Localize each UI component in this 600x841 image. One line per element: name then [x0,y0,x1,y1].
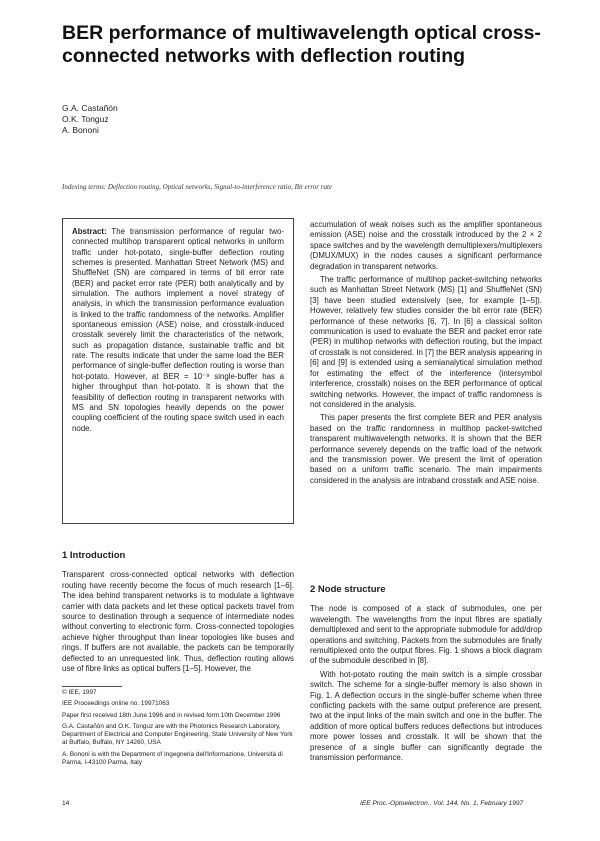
body-paragraph: With hot-potato routing the main switch is a simple crossbar switch. The scheme for a single-buffer memory is also shown in Fig. 1. A deflection occurs in the single-buffer scheme when three conflicting packets with the same output preference are present, two at the input links of the main switch and one in the buffer. The addition of more optical buffers reduces deflections but introduces more power losses and crosstalk. It will be shown that the presence of a single buffer can significantly degrade the transmission performance. [310,669,542,763]
abstract-label: Abstract: [72,227,107,236]
intro-paragraph: Transparent cross-connected optical networks with deflection routing have recently become the focus of much research [1–6]. The idea behind transparent networks is to modulate a lightwave carrier with data packets and let these optical packets travel from source to destination through a sequence of intermediate nodes without converting to electronic form. Cross-connected topologies achieve higher throughput than linear topologies like buses and rings. If buffers are not available, the packets can be temporarily deflected to an unrequested link. Thus, deflection routing allows use of fibre links as optical buffers [1–5]. However, the [62,570,294,674]
section-heading-introduction: 1 Introduction [62,551,126,561]
author-list [62,103,118,136]
paper-title: BER performance of multiwavelength optical cross-connected networks with deflection routing [62,22,541,67]
received-note: Paper first received 18th June 1996 and in revised form 10th December 1996 [62,711,281,719]
proceedings-note: IEE Proceedings online no. 19971063 [62,700,170,708]
section-heading-node-structure: 2 Node structure [310,585,386,595]
abstract-box [62,218,294,524]
footnotes [62,686,294,767]
copyright-note: © IEE, 1997 [62,689,97,696]
right-column-node-structure [310,585,542,790]
abstract-text: The transmission performance of regular two-connected multihop transparent optical networks in uniform traffic under hot-potato, single-buffer deflection routing schemes is presented. Manhattan Street Network (MS) and ShuffleNet (SN) are compared in terms of bit error rate (BER) and packet error rate (PER) both analytically and by simulation. The authors implement a novel strategy of analysis, in which the transmission performance evaluation is linked to the traffic randomness of the networks. Amplifier spontaneous emission (ASE) noise, and crosstalk-induced crosstalk severely limit the characteristics of the network, such as propagation distance, sustainable traffic and bit rate. The results indicate that under the same load the BER performance of single-buffer deflection routing is worse than hot-potato. However, at BER = 10⁻⁹ single-buffer has a higher throughput than hot-potato. It is shown that the feasibility of deflection routing in transparent networks with MS and SN topologies heavily depends on the power coupling coefficient of the routing space switch used in each node. [72,227,284,433]
author: A. Bononi [62,125,99,135]
body-paragraph: The node is composed of a stack of submodules, one per wavelength. The wavelengths from the input fibres are spatially demultiplexed and sent to the appropriate submodule for add/drop operations and switching. Packets from the submodules are finally remultiplexed onto the output fibres. Fig. 1 shows a block diagram of the submodule described in [8]. [310,604,542,666]
body-paragraph: The traffic performance of multihop packet-switching networks such as Manhattan Street Network (MS) [1] and ShuffleNet (SN) [3] have been studied extensively (see, for example [1–5]). However, relatively few studies consider the bit error rate (BER) performance of these networks [6, 7]. In [6] a classical soliton communication is used to evaluate the BER and packet error rate (PER) in multihop networks with deflection routing, but the impact of crosstalk is not considered. In [7] the BER analysis appearing in [6] and [9] is extended using a semianalytical simulation method for estimating the effect of the interference (intersymbol interference, crosstalk) noises on the BER performance of optical switching networks. However, the impact of traffic randomness is not considered in the analysis. [310,275,542,409]
affiliation-note: G.A. Castañón and O.K. Tonguz are with the Photonics Research Laboratory, Department of Electrical and Computer Engineering, State University of New York at Buffalo, Buffalo, NY 14260, USA [62,722,293,747]
journal-footer: IEE Proc.-Optoelectron., Vol. 144, No. 1, February 1997 [360,800,524,807]
affiliation-note: A. Bononi is with the Department of Ingegneria dell'Informazione, Università di Parma, I-43100 Parma, Italy [62,750,283,767]
page-number: 14 [62,800,70,807]
author: G.A. Castañón [62,103,118,113]
index-terms: Indexing terms: Deflection routing, Optical networks, Signal-to-interference ratio, Bit error rate [62,183,333,191]
body-paragraph: This paper presents the first complete BER and PER analysis based on the traffic randomness in multihop packet-switched transparent multiwavelength networks. It is shown that the BER performance severely depends on the traffic load of the network and the transmission power. We present the limit of operation based on a uniform traffic scenario. The main impairments considered in the analysis are intraband crosstalk and ASE noise. [310,413,542,485]
author: O.K. Tonguz [62,114,109,124]
left-column-intro [62,551,294,681]
body-paragraph: accumulation of weak noises such as the amplifier spontaneous emission (ASE) noise and the crosstalk introduced by the 2 × 2 space switches and by the wavelength demultiplexers/multiplexers (DMUX/MUX) in the nodes causes a significant performance degradation in transparent networks. [310,220,542,271]
footnote-rule [62,686,122,687]
right-column-top [310,220,542,490]
